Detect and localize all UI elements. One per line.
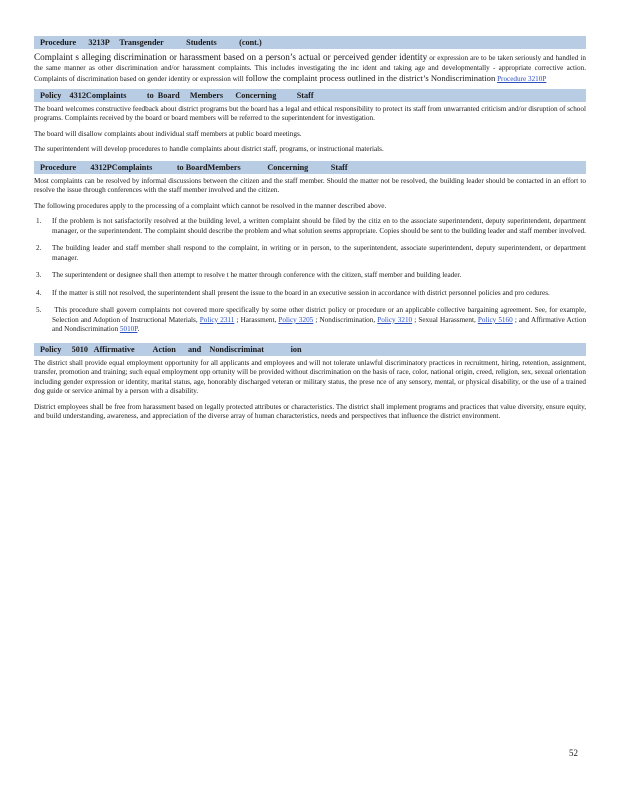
section-policy-5010 <box>34 343 586 422</box>
policy-2311-link[interactable]: Policy 2311 <box>199 315 235 324</box>
policy-3210-link[interactable]: Policy 3210 <box>377 315 413 324</box>
paragraph: The board will disallow complaints about individual staff members at public board meetings. <box>34 129 302 138</box>
policy-3205-link[interactable]: Policy 3205 <box>278 315 314 324</box>
section-header: Policy 5010 Affirmative Action and Nondiscriminat ion <box>34 343 586 356</box>
paragraph: The following procedures apply to the processing of a complaint which cannot be resolved in the manner described above. <box>34 201 387 210</box>
procedure-3210p-link[interactable]: Procedure 3210P <box>497 75 547 83</box>
list-item: 1. If the problem is not satisfactorily resolved at the building level, a written complaint should be filed by the citiz en to the associate superintendent, deputy superintendent, department manager, or the superintendent. The complaint should describe the problem and what solution seems appropriate. Copies should be sent to the building leader and staff member involved. <box>36 217 586 235</box>
paragraph <box>34 52 586 85</box>
paragraph: The superintendent will develop procedures to handle complaints about district staff, programs, or instructional materials. <box>34 145 384 153</box>
list-item: 4. If the matter is still not resolved, the superintendent shall present the issue to the board in an executive session in accordance with district personnel policies and pro cedures. <box>36 288 550 297</box>
section-policy-4312 <box>34 89 586 155</box>
list-item: 5. This procedure shall govern complaints not covered more specifically by some other district policy or procedure or an applicable collective bargaining agreement. See, for example, Selection and Adoption of Instructional Materials, Policy 2311 ; Harassment, Policy 3205 ; Nondiscrimination, Policy 3210 ; Sexual Harassment, Policy 5160 ; and Affirmative Action and Nondiscrimination 5010P. <box>36 306 587 333</box>
policy-5160-link[interactable]: Policy 5160 <box>477 315 513 324</box>
document-page <box>34 36 586 428</box>
section-header: Procedure 4312PComplaints to BoardMembers Concerning Staff <box>34 161 586 174</box>
section-header: Policy 4312Complaints to Board Members Concerning Staff <box>34 89 586 102</box>
section-header: Procedure 3213P Transgender Students (cont.) <box>34 36 586 49</box>
paragraph: District employees shall be free from harassment based on legally protected attributes or characteristics. The district shall implement programs and practices that value diversity, ensure equity, and build understanding, awareness, and appreciation of the diverse array of human characteristics, needs and perspectives that influence the district environment. <box>34 402 586 420</box>
paragraph: The board welcomes constructive feedback about district programs but the board has a legal and ethical responsibility to protect its staff from unwarranted criticism and/or disruption of school programs. Complaints received by the board or board members will be referred to the superintendent for investigation. <box>34 104 586 122</box>
body-text: or expression are to be taken seriously and handled in the same manner as other discrimination and/or harassment complaints. This includes investigating the inc ident and taking age and developmentally - appropriate corrective action. Complaints of discrimination based on gender identity or expression will <box>34 54 586 83</box>
page-number: 52 <box>569 748 578 758</box>
section-procedure-3213p <box>34 36 586 85</box>
section-procedure-4312p <box>34 161 586 335</box>
list-item: 3. The superintendent or designee shall then attempt to resolve t he matter through conference with the citizen, staff member and building leader. <box>36 271 462 279</box>
list-item: 2. The building leader and staff member shall respond to the complaint, in writing or in person, to the superintendent, associate superintendent, deputy superintendent, or department manager. <box>36 244 586 262</box>
lead-text: Complaint s alleging discrimination or harassment based on a person’s actual or perceived gender identity <box>34 52 428 62</box>
lead-text: follow the complaint process outlined in the district’s Nondiscrimination <box>245 73 496 83</box>
paragraph: The district shall provide equal employment opportunity for all applicants and employees and will not tolerate unlawful discriminatory practices in recruitment, hiring, retention, assignment, transfer, promotion and training; such equal employment opp ortunity will be provided without discrimination on the basis of race, color, national origin, creed, religion, sex, sexual orientation including gender expression or identity, marital status, age, honorably discharged veteran or military status, the prese nce of any sensory, mental, or physical disability, or the use of a trained dog guide or service animal by a person with a disability. <box>34 358 586 395</box>
procedure-5010p-link[interactable]: 5010P <box>119 325 138 333</box>
numbered-list <box>34 217 586 335</box>
paragraph: Most complaints can be resolved by informal discussions between the citizen and the staff member. Should the matter not be resolved, the building leader should be contacted in an effort to resolve the issue through conferences with the staff member involved and the citizen. <box>34 176 586 194</box>
